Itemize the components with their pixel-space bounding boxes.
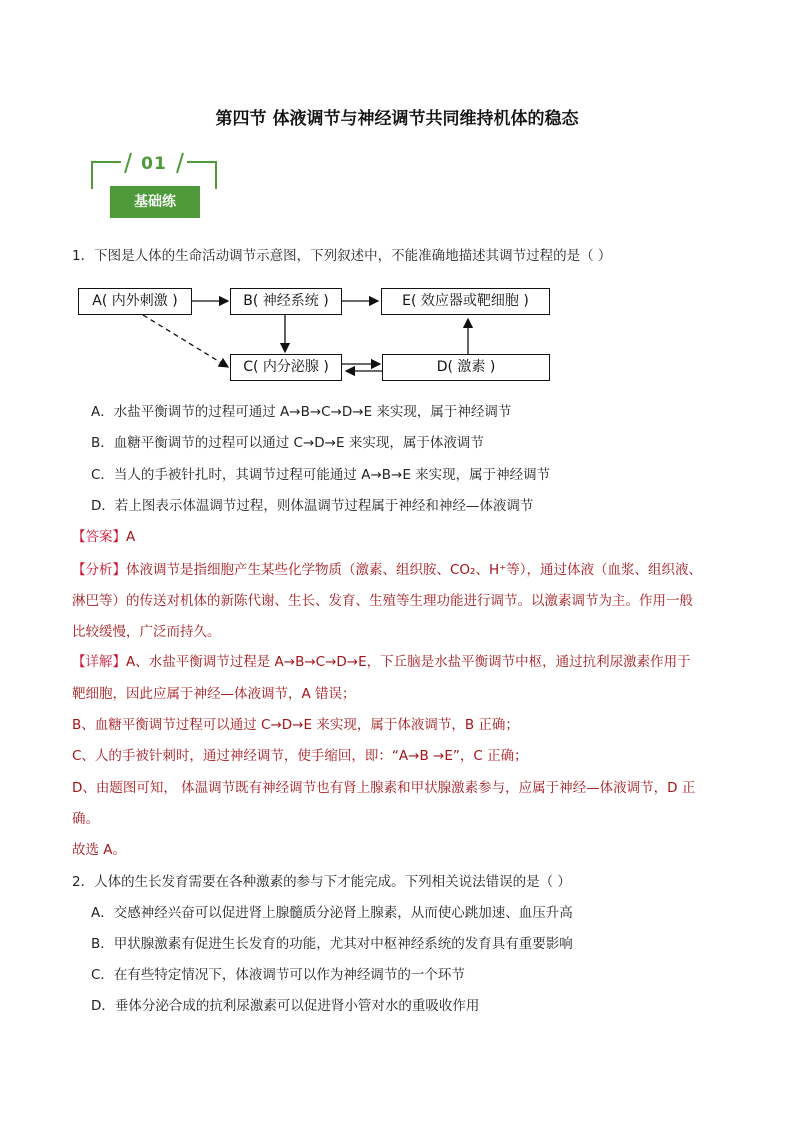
q1-option-b: B．血糖平衡调节的过程可以通过 C→D→E 来实现，属于体液调节 — [91, 435, 484, 451]
conclusion: 故选 A。 — [72, 842, 127, 858]
answer-tag: 【答案】 — [72, 529, 126, 545]
arrow-a-to-c-dashed — [143, 315, 228, 367]
answer-line — [72, 527, 135, 547]
badge-slash-right-icon — [175, 151, 185, 175]
detail-line-5: D、由题图可知， 体温调节既有神经调节也有肾上腺素和甲状腺激素参与，应属于神经—体液调节，D 正 — [72, 780, 696, 796]
box-b-nervous-system: B( 神经系统 ) — [230, 288, 342, 315]
box-a-stimulus: A( 内外刺激 ) — [78, 288, 192, 315]
detail-line-1 — [72, 652, 691, 672]
box-e-effector: E( 效应器或靶细胞 ) — [381, 288, 550, 315]
detail-line-6: 确。 — [72, 811, 99, 827]
section-badge — [91, 151, 221, 221]
badge-slash-left-icon — [123, 151, 133, 175]
q2-option-b: B．甲状腺激素有促进生长发育的功能，尤其对中枢神经系统的发育具有重要影响 — [91, 936, 573, 952]
page-title: 第四节 体液调节与神经调节共同维持机体的稳态 — [215, 109, 579, 129]
box-d-hormone: D( 激素 ) — [382, 354, 550, 381]
badge-label: 基础练 — [110, 186, 200, 218]
analysis-tag: 【分析】 — [72, 562, 126, 578]
analysis-text-1: 体液调节是指细胞产生某些化学物质（激素、组织胺、CO₂、H⁺等），通过体液（血浆、组织液、 — [126, 562, 702, 578]
detail-line-3: B、血糖平衡调节过程可以通过 C→D→E 来实现，属于体液调节，B 正确； — [72, 717, 519, 733]
box-c-endocrine-gland: C( 内分泌腺 ) — [230, 354, 342, 381]
detail-text-1: A、水盐平衡调节过程是 A→B→C→D→E，下丘脑是水盐平衡调节中枢，通过抗利尿激素作用于 — [126, 654, 691, 670]
analysis-line-2: 淋巴等）的传送对机体的新陈代谢、生长、发育、生殖等生理功能进行调节。以激素调节为主。作用一般 — [72, 593, 693, 609]
analysis-line-3: 比较缓慢，广泛而持久。 — [72, 624, 221, 640]
q2-option-a: A．交感神经兴奋可以促进肾上腺髓质分泌肾上腺素，从而使心跳加速、血压升高 — [91, 905, 573, 921]
q2-option-d: D．垂体分泌合成的抗利尿激素可以促进肾小管对水的重吸收作用 — [91, 998, 480, 1014]
detail-tag: 【详解】 — [72, 654, 126, 670]
q1-option-a: A．水盐平衡调节的过程可通过 A→B→C→D→E 来实现，属于神经调节 — [91, 404, 512, 420]
q2-option-c: C．在有些特定情况下，体液调节可以作为神经调节的一个环节 — [91, 967, 465, 983]
analysis-line-1 — [72, 560, 702, 580]
answer-value: A — [126, 529, 136, 545]
badge-number: 01 — [141, 154, 167, 174]
regulation-diagram — [78, 285, 550, 385]
detail-line-2: 靶细胞，因此应属于神经—体液调节，A 错误； — [72, 686, 356, 702]
detail-line-4: C、人的手被针刺时，通过神经调节，使手缩回，即：“A→B →E”，C 正确； — [72, 748, 528, 764]
q1-option-c: C．当人的手被针扎时，其调节过程可能通过 A→B→E 来实现，属于神经调节 — [91, 467, 551, 483]
question-2-stem: 2．人体的生长发育需要在各种激素的参与下才能完成。下列相关说法错误的是（ ） — [72, 874, 571, 890]
q1-option-d: D．若上图表示体温调节过程，则体温调节过程属于神经和神经—体液调节 — [91, 498, 534, 514]
badge-number-wrap — [121, 151, 187, 177]
question-1-stem: 1．下图是人体的生命活动调节示意图，下列叙述中，不能准确地描述其调节过程的是（ ） — [72, 248, 612, 264]
